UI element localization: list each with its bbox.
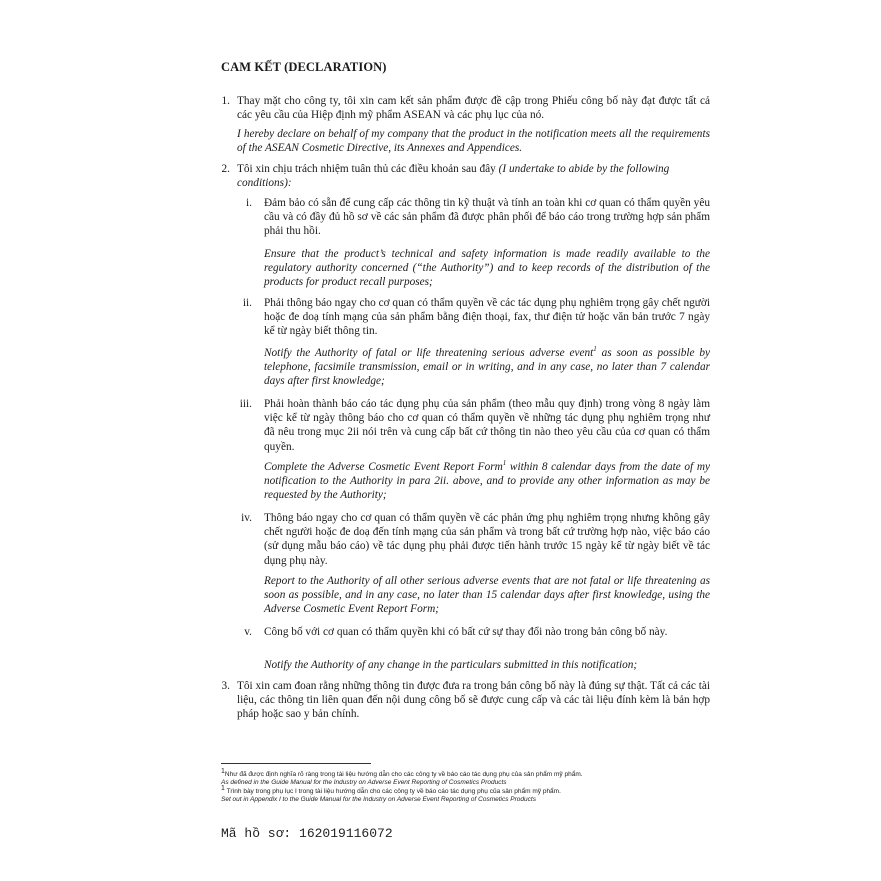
subitem-text-en: Report to the Authority of all other serious adverse events that are not fatal or life threatening as soon as possible, and in any case, no later than 15 calendar days after first knowledge, using the Adverse Cosmetic Event Report Form; (264, 575, 710, 616)
item-text (237, 162, 710, 190)
subitem-text-en: Notify the Authority of any change in the particulars submitted in this notification; (264, 659, 638, 671)
item-number: 3. (221, 680, 230, 692)
subitem-number: v. (244, 626, 252, 638)
footnote-marker: 1 (221, 767, 225, 775)
subitem-text-en-b: within 8 calendar days from the date of my notification to the Authority in para 2ii. above, and to provide any other information as may be requested by the Authority; (264, 461, 710, 502)
footnote-text: Trình bày trong phụ lục I trong tài liệu hướng dẫn cho các công ty về báo cáo tác dụng phụ của sản phẩm mỹ phẩm. (224, 788, 561, 795)
subitem-text-vi: Công bố với cơ quan có thẩm quyền khi có bất cứ sự thay đổi nào trong bản công bố này. (264, 626, 668, 638)
subitem-number: ii. (242, 297, 252, 309)
footnote-ref: 1 (593, 345, 597, 354)
document-code: Mã hồ sơ: 162019116072 (221, 826, 393, 841)
subitem-number: i. (246, 197, 252, 209)
footnote-2-vi (221, 784, 561, 796)
footnote-divider (221, 763, 371, 764)
item-text-vi: Thay mặt cho công ty, tôi xin cam kết sản phẩm được đề cập trong Phiếu công bố này đạt được tất cả các yêu cầu của Hiệp định mỹ phẩm ASEAN và các phụ lục của nó. (237, 95, 710, 122)
subitem-text-en (264, 460, 710, 503)
subitem-text-en (264, 346, 710, 389)
footnote-2-en: Set out in Appendix I to the Guide Manual for the Industry on Adverse Event Reporting of Cosmetics Products (221, 796, 536, 803)
footnote-ref: 1 (502, 459, 507, 468)
subitem-text-en-a: Complete the Adverse Cosmetic Event Report Form (264, 461, 503, 473)
footnote-1-vi (221, 767, 583, 779)
item-text-vi: Tôi xin chịu trách nhiệm tuân thủ các điều khoản sau đây (237, 163, 496, 175)
subitem-text-en-b: as soon as possible by telephone, facsimile transmission, email or in writing, and in any case, no later than 7 calendar days after first knowledge; (264, 347, 710, 388)
subitem-text-en: Ensure that the product’s technical and safety information is made readily available to the regulatory authority concerned (“the Authority”) and to keep records of the distribution of the products for product recall purposes; (264, 248, 710, 289)
subitem-text-vi: Đảm bảo có sẵn để cung cấp các thông tin kỹ thuật và tính an toàn khi cơ quan có thẩm quyền yêu cầu và có đầy đủ hồ sơ về các sản phẩm đã được phân phối để báo cáo trong trường hợp sản phẩm phải thu hồi. (264, 197, 710, 238)
item-number: 2. (221, 163, 230, 175)
subitem-text-vi: Thông báo ngay cho cơ quan có thẩm quyền về các phản ứng phụ nghiêm trọng nhưng không gây chết người hoặc đe doạ đến tính mạng của sản phẩm và trong bất cứ trường hợp nào, việc báo cáo (sử dụng mẫu báo cáo) về tác dụng phụ phải được tiến hành trước 15 ngày kể từ ngày biết về tác dụng phụ này. (264, 512, 710, 567)
subitem-number: iii. (239, 398, 252, 410)
subitem-text-vi: Phải hoàn thành báo cáo tác dụng phụ của sản phẩm (theo mẫu quy định) trong vòng 8 ngày làm việc kể từ ngày thông báo cho cơ quan có thẩm quyền về những tác dụng phụ nghiêm trọng như đã nêu trong mục 2ii nói trên và cung cấp bất cứ thông tin nào theo yêu cầu của cơ quan có thẩm quyền. (264, 398, 710, 453)
item-text-en: (I undertake to abide by the following conditions): (237, 163, 670, 190)
item-number: 1. (221, 95, 230, 107)
footnote-marker: 1 (221, 784, 225, 792)
subitem-number: iv. (241, 512, 252, 524)
footnote-text: Như đã được định nghĩa rõ ràng trong tài liệu hướng dẫn cho các công ty về báo cáo tác dụng phụ của sản phẩm mỹ phẩm. (224, 771, 583, 778)
item-text-en: I hereby declare on behalf of my company that the product in the notification meets all the requirements of the ASEAN Cosmetic Directive, its Annexes and Appendices. (237, 128, 710, 155)
page-title: CAM KẾT (DECLARATION) (221, 60, 387, 74)
subitem-text-en-a: Notify the Authority of fatal or life threatening serious adverse event (264, 347, 594, 359)
subitem-text-vi: Phải thông báo ngay cho cơ quan có thẩm quyền về các tác dụng phụ nghiêm trọng gây chết người hoặc đe doạ tính mạng của sản phẩm bằng điện thoại, fax, thư điện tử hoặc văn bản trước 7 ngày kể từ ngày biết thông tin. (264, 297, 710, 338)
item-text-vi: Tôi xin cam đoan rằng những thông tin được đưa ra trong bản công bố này là đúng sự thật. Tất cả các tài liệu, các thông tin liên quan đến nội dung công bố sẽ được cung cấp và các tài liệu đính kèm là bản hợp pháp hoặc sao y bản chính. (237, 680, 710, 721)
footnote-1-en: As defined in the Guide Manual for the Industry on Adverse Event Reporting of Cosmetics Products (221, 779, 507, 786)
